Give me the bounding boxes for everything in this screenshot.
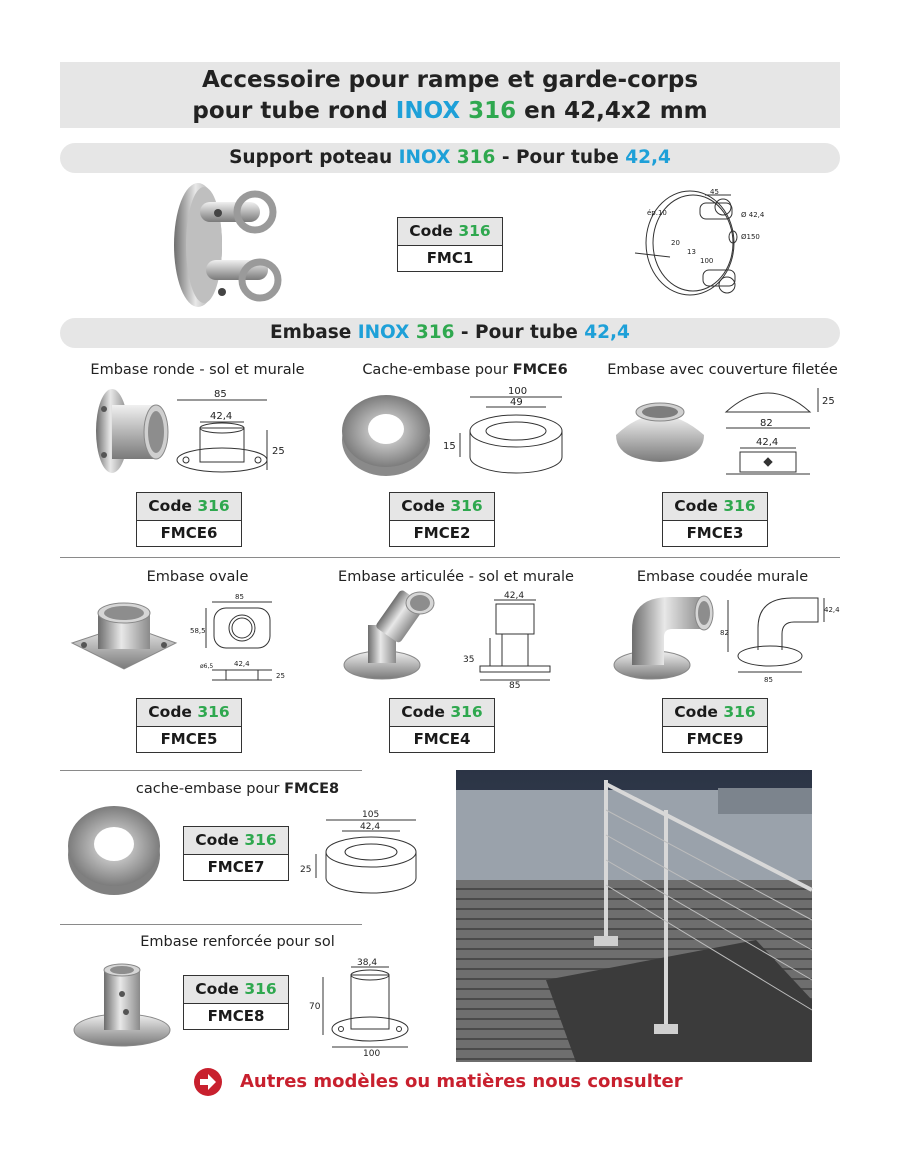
dim-label: 42,4 <box>756 437 779 448</box>
dim-label: 42,4 <box>210 411 233 422</box>
divider <box>60 924 362 925</box>
caption-fmce9: Embase coudée murale <box>636 569 809 585</box>
product-image-fmce5 <box>68 595 180 680</box>
dim-label: 42,4 <box>360 822 381 832</box>
code-box-fmce7: Code 316 FMCE7 <box>183 826 289 881</box>
caption-fmce5: Embase ovale <box>146 569 249 585</box>
caption-fmce3: Embase avec couverture filetée <box>607 362 838 378</box>
dim-label: 45 <box>710 188 719 196</box>
product-image-fmce8 <box>70 960 175 1055</box>
dim-label: 82 <box>720 629 729 637</box>
product-code: FMCE5 <box>160 730 218 748</box>
arrow-circle-right-icon <box>193 1067 223 1097</box>
dim-label: 85 <box>509 681 521 691</box>
product-image-fmce7 <box>62 800 172 900</box>
technical-drawing-fmce4 <box>460 590 560 691</box>
dim-label: Ø150 <box>741 233 760 241</box>
technical-drawing-fmce9 <box>720 590 840 685</box>
divider <box>60 557 840 558</box>
dim-label: 100 <box>363 1049 381 1059</box>
footer-link[interactable]: Autres modèles ou matières nous consulter <box>240 1071 683 1092</box>
dim-label: 38,4 <box>357 958 378 968</box>
dim-label: 85 <box>235 593 244 601</box>
product-image-fmce4 <box>340 585 440 685</box>
product-image-fmc1 <box>160 180 300 310</box>
caption-fmce6: Embase ronde - sol et murale <box>90 362 305 378</box>
dim-label: 25 <box>300 865 312 875</box>
product-code: FMC1 <box>426 249 474 267</box>
dim-label: 13 <box>687 248 696 256</box>
technical-drawing-fmce6 <box>172 388 297 478</box>
caption-fmce2: Cache-embase pour FMCE6 <box>362 362 568 378</box>
dim-label: 42,4 <box>234 660 250 668</box>
product-code: FMCE8 <box>207 1007 265 1025</box>
dim-label: 100 <box>700 257 714 265</box>
dim-label: 20 <box>671 239 680 247</box>
dim-label: 25 <box>822 396 835 407</box>
dim-label: 70 <box>309 1002 321 1012</box>
product-code: FMCE9 <box>686 730 744 748</box>
product-code: FMCE2 <box>413 524 471 542</box>
code-box-fmce2: Code 316 FMCE2 <box>389 492 495 547</box>
dim-label: 105 <box>362 810 380 820</box>
product-code: FMCE4 <box>413 730 471 748</box>
technical-drawing-fmce2 <box>440 385 570 480</box>
dim-label: ép.10 <box>647 209 667 217</box>
dim-label: 85 <box>764 676 773 684</box>
dim-label: 58,5 <box>190 627 206 635</box>
technical-drawing-fmc1 <box>625 185 775 300</box>
code-box-fmce8: Code 316 FMCE8 <box>183 975 289 1030</box>
code-box-fmce5: Code 316 FMCE5 <box>136 698 242 753</box>
dim-label: 42,4 <box>504 591 525 601</box>
product-image-fmce6 <box>90 385 170 480</box>
dim-label: 49 <box>510 397 523 408</box>
code-box-fmc1: Code 316 FMC1 <box>397 217 503 272</box>
code-box-fmce9: Code 316 FMCE9 <box>662 698 768 753</box>
code-box-fmce4: Code 316 FMCE4 <box>389 698 495 753</box>
section-bar-embase: Embase INOX 316 - Pour tube 42,4 <box>60 318 840 348</box>
page-header <box>60 62 840 128</box>
dim-label: ø6,5 <box>200 663 214 670</box>
product-code: FMCE6 <box>160 524 218 542</box>
technical-drawing-fmce8 <box>305 955 420 1060</box>
caption-fmce7: cache-embase pour FMCE8 <box>135 781 340 797</box>
section-bar-support-poteau: Support poteau INOX 316 - Pour tube 42,4 <box>60 143 840 173</box>
product-image-fmce9 <box>610 585 720 685</box>
caption-fmce8: Embase renforcée pour sol <box>140 934 335 950</box>
dim-label: 100 <box>508 386 528 397</box>
product-code: FMCE7 <box>207 858 265 876</box>
technical-drawing-fmce3 <box>718 380 838 485</box>
product-image-fmce3 <box>608 390 713 475</box>
technical-drawing-fmce7 <box>298 808 423 898</box>
header-title: Accessoire pour rampe et garde-corps <box>201 67 699 93</box>
installation-photo <box>456 770 812 1062</box>
dim-label: 25 <box>276 672 285 680</box>
product-code: FMCE3 <box>686 524 744 542</box>
header-subtitle: pour tube rond INOX 316 en 42,4x2 mm <box>192 98 708 124</box>
product-image-fmce2 <box>338 385 438 480</box>
caption-fmce4: Embase articulée - sol et murale <box>338 569 574 585</box>
code-box-fmce6: Code 316 FMCE6 <box>136 492 242 547</box>
dim-label: 42,4 <box>824 606 840 614</box>
divider <box>60 770 362 771</box>
code-box-fmce3: Code 316 FMCE3 <box>662 492 768 547</box>
dim-label: 82 <box>760 418 773 429</box>
dim-label: 85 <box>214 389 227 400</box>
dim-label: 25 <box>272 446 285 457</box>
technical-drawing-fmce5 <box>188 592 298 687</box>
dim-label: Ø 42,4 <box>741 211 765 219</box>
dim-label: 35 <box>463 655 475 665</box>
dim-label: 15 <box>443 441 456 452</box>
